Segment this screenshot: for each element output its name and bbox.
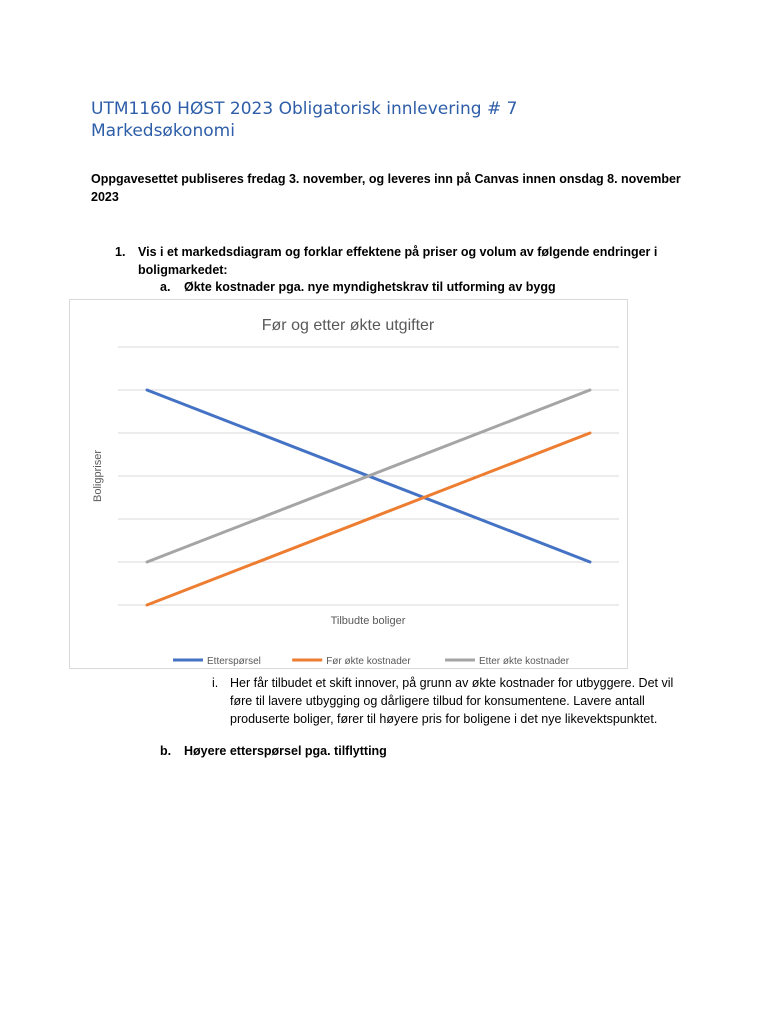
answer-i-label: i. <box>212 676 219 690</box>
question-1a-text: Økte kostnader pga. nye myndighetskrav til utforming av bygg <box>184 280 556 294</box>
market-chart[interactable] <box>69 299 628 669</box>
question-1-number: 1. <box>115 245 126 259</box>
title-line-2: Markedsøkonomi <box>91 121 235 141</box>
question-1b-text: Høyere etterspørsel pga. tilflytting <box>184 744 387 758</box>
answer-i-text: Her får tilbudet et skift innover, på grunn av økte kostnader for utbyggere. Det vil føre til lavere utbygging og dårligere tilbud for konsumentene. Lavere antall produserte boliger, fører til høyere pris for boligene i det nye likevektspunktet. <box>230 676 674 726</box>
chart-svg <box>70 300 627 668</box>
legend-label-1: Etterspørsel <box>207 656 261 667</box>
x-axis-label: Tilbudte boliger <box>330 615 406 627</box>
series-lines <box>147 390 590 605</box>
title-line-1: UTM1160 HØST 2023 Obligatorisk innlevering # 7 <box>91 99 518 119</box>
question-1a-label: a. <box>160 280 171 294</box>
question-1b-label: b. <box>160 744 172 758</box>
legend-label-3: Etter økte kostnader <box>479 656 570 667</box>
y-axis-label: Boligpriser <box>92 450 104 502</box>
document-title <box>91 98 691 142</box>
chart-title: Før og etter økte utgifter <box>261 317 435 334</box>
question-1-text: Vis i et markedsdiagram og forklar effektene på priser og volum av følgende endringer i boligmarkedet: <box>138 245 658 277</box>
intro-paragraph: Oppgavesettet publiseres fredag 3. november, og leveres inn på Canvas innen onsdag 8. november 2023 <box>91 172 681 204</box>
legend-label-2: Før økte kostnader <box>326 656 411 667</box>
chart-legend <box>173 656 570 667</box>
